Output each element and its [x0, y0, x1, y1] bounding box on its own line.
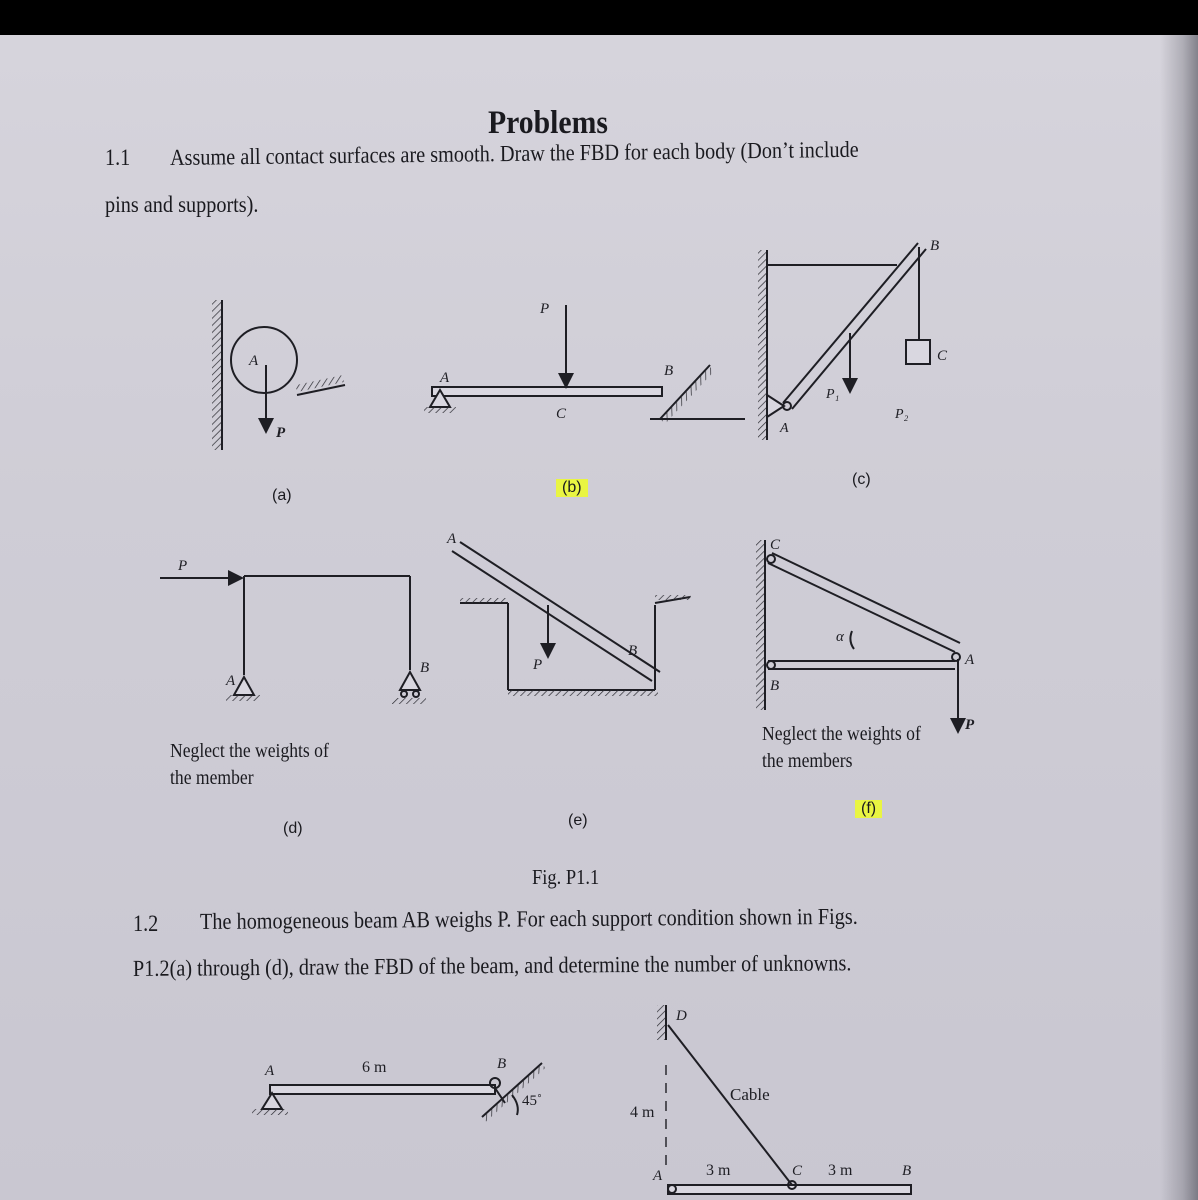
fig-e-label-P: P [533, 657, 543, 673]
problem-1-2-text-line1: The homogeneous beam AB weighs P. For each support condition shown in Figs. [199, 903, 858, 934]
note-f-line1: Neglect the weights of [762, 723, 921, 745]
fig-p12b-label-cable: Cable [730, 1085, 770, 1104]
fig-b-label-C: C [556, 406, 567, 422]
fig-c-label-P1: P₁ [826, 387, 840, 402]
figure-label-f: (f) [855, 800, 882, 818]
fig-p12b-label-A: A [653, 1168, 663, 1184]
note-d-line2: the member [170, 767, 254, 789]
figure-label-c: (c) [852, 471, 871, 488]
figure-label-d: (d) [283, 820, 303, 837]
fig-p12a-label-6m: 6 m [362, 1059, 387, 1076]
fig-f-label-P: P [965, 717, 975, 733]
fig-p12b-label-D: D [676, 1008, 687, 1024]
fig-e-label-B: B [628, 643, 638, 659]
figure-f-diagram [756, 540, 960, 730]
fig-c-label-P2: P₂ [895, 407, 909, 422]
problem-1-2-number: 1.2 [133, 911, 159, 936]
fig-p12b-label-4m: 4 m [630, 1104, 655, 1121]
fig-c-label-C: C [937, 348, 948, 364]
fig-c-label-A: A [780, 421, 789, 436]
note-d-line1: Neglect the weights of [170, 740, 329, 762]
fig-p12b-label-C: C [792, 1163, 803, 1179]
note-f-line2: the members [762, 750, 853, 772]
problem-1-1-text-line2: pins and supports). [105, 192, 259, 217]
figure-d-diagram [160, 576, 426, 704]
fig-d-label-B: B [420, 660, 430, 676]
figure-label-b: (b) [556, 479, 588, 497]
figure-caption: Fig. P1.1 [532, 865, 600, 889]
textbook-page [0, 35, 1198, 1200]
fig-f-label-alpha: α [836, 629, 844, 645]
fig-p12a-label-45: 45˚ [522, 1093, 542, 1109]
fig-d-label-P: P [178, 558, 188, 574]
figure-b-diagram [424, 305, 745, 424]
fig-b-label-B: B [664, 363, 674, 379]
fig-c-label-B: B [930, 238, 940, 254]
figures-svg [0, 35, 1198, 1200]
figure-label-a: (a) [272, 487, 292, 504]
fig-p12b-label-3m-2: 3 m [828, 1162, 853, 1179]
fig-p12b-label-B: B [902, 1163, 912, 1179]
problem-1-2-text-line2: P1.2(a) through (d), draw the FBD of the beam, and determine the number of unknowns. [132, 950, 852, 981]
problem-1-1-number: 1.1 [105, 145, 131, 170]
fig-a-label-P: P [276, 425, 286, 441]
page-title: Problems [488, 105, 608, 141]
fig-e-label-A: A [447, 531, 457, 547]
fig-f-label-B: B [770, 678, 780, 694]
fig-f-label-C: C [770, 537, 781, 553]
figure-label-e: (e) [568, 812, 588, 829]
figure-p12b-diagram [657, 1005, 911, 1194]
fig-f-label-A: A [965, 652, 975, 668]
fig-a-label-A: A [249, 353, 259, 369]
page-edge-shadow [1160, 35, 1198, 1200]
problem-1-1-text-line1: Assume all contact surfaces are smooth. Draw the FBD for each body (Don’t include [169, 136, 859, 170]
fig-p12a-label-B: B [497, 1056, 507, 1072]
fig-d-label-A: A [226, 673, 236, 689]
figure-e-diagram [452, 542, 691, 696]
fig-p12a-label-A: A [265, 1063, 275, 1079]
fig-b-label-A: A [440, 370, 450, 386]
fig-b-label-P: P [540, 301, 550, 317]
fig-p12b-label-3m-1: 3 m [706, 1162, 731, 1179]
